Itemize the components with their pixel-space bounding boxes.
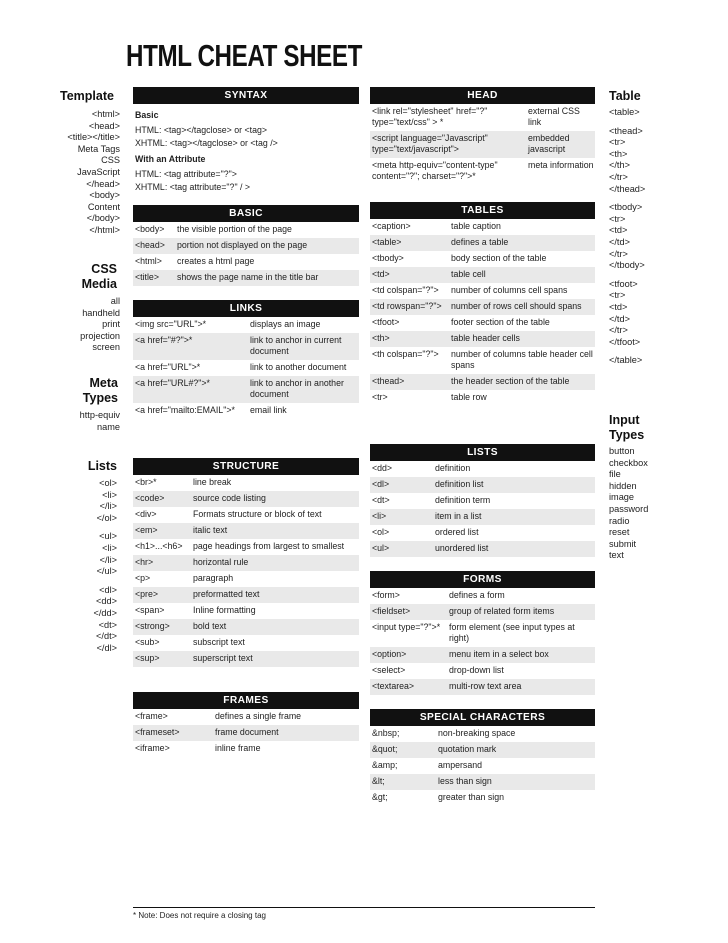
description-cell: embedded javascript — [528, 133, 573, 154]
description-cell: subscript text — [193, 637, 245, 647]
sidebar-line: </td> — [609, 236, 630, 247]
sidebar-line: image — [609, 492, 635, 503]
table-row — [370, 477, 595, 493]
table-row — [370, 347, 595, 374]
description-cell: inline frame — [215, 743, 261, 753]
table-row — [133, 317, 359, 333]
sidebar-line — [60, 578, 117, 585]
table-row — [133, 403, 359, 419]
tag-cell: <a href="mailto:EMAIL">* — [135, 405, 235, 415]
description-cell: meta information — [528, 160, 594, 170]
sidebar-heading-line: Types — [609, 428, 645, 442]
tag-cell: <fieldset> — [372, 606, 411, 616]
description-cell: definition — [435, 463, 471, 473]
links-header: LINKS — [133, 300, 359, 317]
tag-cell: <a href="URL#?">* — [135, 378, 210, 388]
sidebar-line: <li> — [102, 542, 117, 553]
page-title: HTML CHEAT SHEET — [126, 38, 363, 73]
table-row — [370, 742, 595, 758]
tag-cell: <option> — [372, 649, 407, 659]
table-row — [133, 222, 359, 238]
tag-cell: <body> — [135, 224, 165, 234]
tag-cell: <meta http-equiv="content-type" content="?"; charset="?">* — [372, 160, 501, 181]
sidebar-line: Meta Tags — [77, 143, 120, 154]
special-header: SPECIAL CHARACTERS — [370, 709, 595, 726]
table-row — [133, 376, 359, 403]
table-lines — [609, 107, 679, 367]
sidebar-line: <dl> — [99, 584, 117, 595]
table-row — [133, 709, 359, 725]
syntax-line: XHTML: <tag></tagclose> or <tag /> — [135, 138, 278, 148]
table-row — [370, 267, 595, 283]
forms-header: FORMS — [370, 571, 595, 588]
tag-cell: <tfoot> — [372, 317, 400, 327]
description-cell: source code listing — [193, 493, 266, 503]
sidebar-css-media — [60, 262, 120, 354]
sidebar-line: <dd> — [96, 596, 117, 607]
sidebar-line: <ol> — [99, 478, 117, 488]
tag-cell: <sup> — [135, 653, 160, 663]
description-cell: defines a form — [449, 590, 505, 600]
sidebar-line: </ul> — [96, 566, 117, 577]
tag-cell: <br>* — [135, 477, 157, 487]
table-heading: Table — [609, 89, 641, 103]
sidebar-line: </dt> — [96, 631, 117, 642]
table-row — [370, 235, 595, 251]
table-row — [133, 507, 359, 523]
description-cell: greater than sign — [438, 792, 505, 802]
table-row — [370, 588, 595, 604]
description-cell: non-breaking space — [438, 728, 516, 738]
table-row — [370, 604, 595, 620]
sidebar-line: radio — [609, 515, 630, 526]
tag-cell: &lt; — [372, 776, 385, 786]
sidebar-line: </table> — [609, 355, 643, 366]
sidebar-line: </tbody> — [609, 260, 645, 271]
lists-section — [370, 444, 595, 557]
sidebar-line: <ul> — [99, 531, 117, 542]
sidebar-line: all — [110, 296, 120, 306]
description-cell: multi-row text area — [449, 681, 522, 691]
table-row — [370, 663, 595, 679]
tag-cell: <dt> — [372, 495, 390, 505]
description-cell: unordered list — [435, 543, 489, 553]
table-row — [370, 315, 595, 331]
description-cell: group of related form items — [449, 606, 555, 616]
table-row — [370, 390, 595, 406]
table-row — [370, 541, 595, 557]
description-cell: link to anchor in another document — [250, 378, 347, 399]
sidebar-line: </dl> — [96, 642, 117, 653]
table-row — [133, 333, 359, 360]
syntax-section — [133, 87, 359, 196]
sidebar-line: <table> — [609, 107, 640, 117]
table-row — [370, 647, 595, 663]
sidebar-line: submit — [609, 538, 637, 549]
tag-cell: <tr> — [372, 392, 388, 402]
tag-cell: <img src="URL">* — [135, 319, 207, 329]
table-row — [133, 254, 359, 270]
table-row — [370, 104, 595, 131]
sidebar-line: Content — [87, 201, 120, 212]
tag-cell: <thead> — [372, 376, 405, 386]
description-cell: definition list — [435, 479, 484, 489]
description-cell: email link — [250, 405, 287, 415]
description-cell: number of columns cell spans — [451, 285, 568, 295]
syntax-line: HTML: <tag></tagclose> or <tag> — [135, 125, 268, 135]
special-characters-section — [370, 709, 595, 806]
table-row — [370, 758, 595, 774]
sidebar-line: </dd> — [93, 607, 117, 618]
tables-section — [370, 202, 595, 406]
tag-cell: <li> — [372, 511, 387, 521]
table-row — [133, 360, 359, 376]
tag-cell: <strong> — [135, 621, 170, 631]
sidebar-line: <tfoot> — [609, 278, 638, 289]
lists-lines — [60, 478, 120, 654]
head-header: HEAD — [370, 87, 595, 104]
tag-cell: <p> — [135, 573, 151, 583]
table-row — [133, 741, 359, 757]
sidebar-meta-types — [60, 376, 120, 433]
tag-cell: <title> — [135, 272, 159, 282]
sidebar-line: </head> — [86, 178, 120, 189]
table-row — [133, 555, 359, 571]
tag-cell: <table> — [372, 237, 402, 247]
tag-cell: &nbsp; — [372, 728, 400, 738]
tag-cell: <script language="Javascript" type="text/javascript"> — [372, 133, 491, 154]
tag-cell: <td rowspan="?"> — [372, 301, 442, 311]
sidebar-line: <title></title> — [67, 132, 120, 143]
sidebar-line: <head> — [88, 120, 120, 131]
sidebar-heading-line: Input — [609, 413, 640, 427]
table-row — [370, 774, 595, 790]
tables-header: TABLES — [370, 202, 595, 219]
description-cell: ampersand — [438, 760, 483, 770]
css-media-lines — [60, 296, 120, 354]
description-cell: definition term — [435, 495, 491, 505]
sidebar-heading-line: Meta — [89, 376, 118, 390]
tag-cell: <ul> — [372, 543, 390, 553]
sidebar-line: </li> — [99, 501, 117, 512]
syntax-lines — [133, 104, 359, 196]
table-row — [370, 374, 595, 390]
tag-cell: <html> — [135, 256, 162, 266]
description-cell: body section of the table — [451, 253, 547, 263]
sidebar-line: <th> — [609, 148, 628, 159]
basic-section — [133, 205, 359, 286]
description-cell: the visible portion of the page — [177, 224, 292, 234]
tag-cell: <code> — [135, 493, 165, 503]
tag-cell: &quot; — [372, 744, 398, 754]
description-cell: ordered list — [435, 527, 479, 537]
description-cell: link to another document — [250, 362, 347, 372]
tag-cell: <hr> — [135, 557, 154, 567]
description-cell: item in a list — [435, 511, 482, 521]
description-cell: page headings from largest to smallest — [193, 541, 345, 551]
table-row — [133, 571, 359, 587]
basic-header: BASIC — [133, 205, 359, 222]
description-cell: shows the page name in the title bar — [177, 272, 319, 282]
tag-cell: <frameset> — [135, 727, 180, 737]
table-row — [370, 509, 595, 525]
sidebar-line — [609, 195, 679, 202]
description-cell: defines a table — [451, 237, 509, 247]
syntax-line: HTML: <tag attribute="?"> — [135, 169, 237, 179]
description-cell: form element (see input types at right) — [449, 622, 578, 643]
sidebar-line: <thead> — [609, 125, 643, 136]
tag-cell: &amp; — [372, 760, 398, 770]
tag-cell: <em> — [135, 525, 158, 535]
description-cell: table header cells — [451, 333, 520, 343]
description-cell: link to anchor in current document — [250, 335, 344, 356]
description-cell: paragraph — [193, 573, 234, 583]
table-row — [133, 491, 359, 507]
description-cell: defines a single frame — [215, 711, 302, 721]
table-row — [370, 726, 595, 742]
table-row — [133, 587, 359, 603]
sidebar-line: <tbody> — [609, 202, 643, 213]
tag-cell: <dl> — [372, 479, 390, 489]
sidebar-line: </td> — [609, 313, 630, 324]
sidebar-line: </li> — [99, 554, 117, 565]
table-row — [370, 525, 595, 541]
tag-cell: <caption> — [372, 221, 411, 231]
sidebar-line: <body> — [89, 190, 120, 201]
table-row — [133, 603, 359, 619]
table-row — [370, 493, 595, 509]
description-cell: number of rows cell should spans — [451, 301, 582, 311]
structure-section — [133, 458, 359, 667]
sidebar-input-types — [609, 413, 679, 562]
tag-cell: <h1>...<h6> — [135, 541, 183, 551]
meta-types-heading — [60, 376, 120, 406]
description-cell: footer section of the table — [451, 317, 550, 327]
tag-cell: <td colspan="?"> — [372, 285, 439, 295]
sidebar-line: print — [102, 319, 120, 330]
description-cell: displays an image — [250, 319, 321, 329]
tag-cell: <frame> — [135, 711, 168, 721]
sidebar-line: </tr> — [609, 171, 628, 182]
sidebar-line: JavaScript — [77, 166, 120, 177]
footnote: * Note: Does not require a closing tag — [133, 907, 595, 920]
lists-heading: Lists — [87, 459, 117, 473]
description-cell: Formats structure or block of text — [193, 509, 322, 519]
meta-types-lines — [60, 410, 120, 433]
tag-cell: <span> — [135, 605, 165, 615]
sidebar-template — [60, 89, 120, 237]
table-row — [133, 270, 359, 286]
syntax-line: Basic — [135, 110, 159, 120]
tag-cell: <sub> — [135, 637, 160, 647]
structure-header: STRUCTURE — [133, 458, 359, 475]
tag-cell: <tbody> — [372, 253, 404, 263]
sidebar-line: button — [609, 446, 635, 456]
description-cell: the header section of the table — [451, 376, 570, 386]
sidebar-line: reset — [609, 527, 630, 538]
sidebar-line: text — [609, 550, 624, 561]
sidebar-line: </body> — [86, 213, 120, 224]
tag-cell: <iframe> — [135, 743, 170, 753]
sidebar-line: </ol> — [96, 512, 117, 523]
sidebar-line: </tr> — [609, 325, 628, 336]
tag-cell: <td> — [372, 269, 390, 279]
sidebar-line: name — [97, 421, 120, 432]
sidebar-line: CSS — [101, 155, 120, 166]
description-cell: table cell — [451, 269, 486, 279]
table-row — [370, 158, 595, 185]
sidebar-lists — [60, 459, 120, 654]
table-row — [370, 620, 595, 647]
table-row — [133, 725, 359, 741]
sidebar-line: </thead> — [609, 183, 646, 194]
frames-header: FRAMES — [133, 692, 359, 709]
sidebar-line: <tr> — [609, 137, 626, 148]
lists-header: LISTS — [370, 444, 595, 461]
sidebar-line: <html> — [91, 109, 120, 119]
sidebar-line: http-equiv — [79, 410, 120, 420]
sidebar-line: </html> — [89, 224, 120, 235]
sidebar-line — [60, 524, 117, 531]
description-cell: drop-down list — [449, 665, 504, 675]
table-row — [133, 635, 359, 651]
description-cell: table caption — [451, 221, 501, 231]
sidebar-line: file — [609, 469, 621, 480]
sidebar-line: <td> — [609, 225, 628, 236]
sidebar-line: <tr> — [609, 290, 626, 301]
template-lines — [60, 109, 120, 237]
sidebar-line: handheld — [82, 307, 120, 318]
table-row — [133, 619, 359, 635]
table-row — [370, 131, 595, 158]
tag-cell: <a href="URL">* — [135, 362, 201, 372]
table-row — [133, 238, 359, 254]
description-cell: frame document — [215, 727, 279, 737]
description-cell: quotation mark — [438, 744, 497, 754]
sidebar-line: <td> — [609, 301, 628, 312]
tag-cell: <link rel="stylesheet" href="?" type="text/css" > * — [372, 106, 490, 127]
input-types-lines — [609, 446, 679, 562]
sidebar-line: hidden — [609, 480, 637, 491]
tag-cell: <input type="?">* — [372, 622, 441, 632]
table-row — [370, 283, 595, 299]
table-row — [370, 461, 595, 477]
tag-cell: <head> — [135, 240, 165, 250]
tag-cell: <pre> — [135, 589, 158, 599]
description-cell: bold text — [193, 621, 227, 631]
table-row — [133, 523, 359, 539]
frames-section — [133, 692, 359, 757]
description-cell: line break — [193, 477, 232, 487]
tag-cell: <form> — [372, 590, 400, 600]
sidebar-line — [609, 348, 679, 355]
description-cell: preformatted text — [193, 589, 260, 599]
description-cell: less than sign — [438, 776, 492, 786]
sidebar-line: password — [609, 503, 649, 514]
sidebar-table — [609, 89, 679, 367]
description-cell: menu item in a select box — [449, 649, 549, 659]
table-row — [370, 299, 595, 315]
description-cell: horizontal rule — [193, 557, 249, 567]
sidebar-line: </tr> — [609, 248, 628, 259]
table-row — [370, 251, 595, 267]
template-heading: Template — [60, 89, 114, 103]
table-row — [370, 331, 595, 347]
table-row — [133, 475, 359, 491]
forms-section — [370, 571, 595, 695]
description-cell: table row — [451, 392, 487, 402]
syntax-line: XHTML: <tag attribute="?" / > — [135, 182, 251, 192]
description-cell: Inline formatting — [193, 605, 256, 615]
head-section — [370, 87, 595, 185]
sidebar-heading-line: Types — [82, 391, 118, 405]
tag-cell: <th> — [372, 333, 390, 343]
sidebar-line: <dt> — [98, 619, 117, 630]
sidebar-line: </tfoot> — [609, 336, 641, 347]
table-row — [370, 219, 595, 235]
table-row — [133, 651, 359, 667]
tag-cell: <dd> — [372, 463, 393, 473]
table-row — [370, 790, 595, 806]
description-cell: superscript text — [193, 653, 253, 663]
sidebar-heading-line: CSS — [91, 262, 117, 276]
syntax-line: With an Attribute — [135, 154, 206, 164]
input-types-heading — [609, 413, 679, 443]
sidebar-line — [609, 119, 679, 126]
description-cell: portion not displayed on the page — [177, 240, 308, 250]
sidebar-line: </th> — [609, 160, 630, 171]
sidebar-line: screen — [92, 342, 120, 353]
tag-cell: <div> — [135, 509, 157, 519]
tag-cell: <a href="#?">* — [135, 335, 193, 345]
table-row — [133, 539, 359, 555]
sidebar-line: checkbox — [609, 457, 648, 468]
description-cell: external CSS link — [528, 106, 583, 127]
description-cell: italic text — [193, 525, 228, 535]
tag-cell: &gt; — [372, 792, 388, 802]
description-cell: number of columns table header cell spans — [451, 349, 596, 370]
tag-cell: <select> — [372, 665, 406, 675]
tag-cell: <ol> — [372, 527, 390, 537]
tag-cell: <th colspan="?"> — [372, 349, 439, 359]
sidebar-line: projection — [80, 330, 120, 341]
sidebar-heading-line: Media — [81, 277, 117, 291]
table-row — [370, 679, 595, 695]
links-section — [133, 300, 359, 419]
sidebar-line — [609, 272, 679, 279]
description-cell: creates a html page — [177, 256, 255, 266]
sidebar-line: <li> — [102, 489, 117, 500]
sidebar-line: <tr> — [609, 213, 626, 224]
tag-cell: <textarea> — [372, 681, 415, 691]
syntax-header: SYNTAX — [133, 87, 359, 104]
css-media-heading — [60, 262, 120, 292]
